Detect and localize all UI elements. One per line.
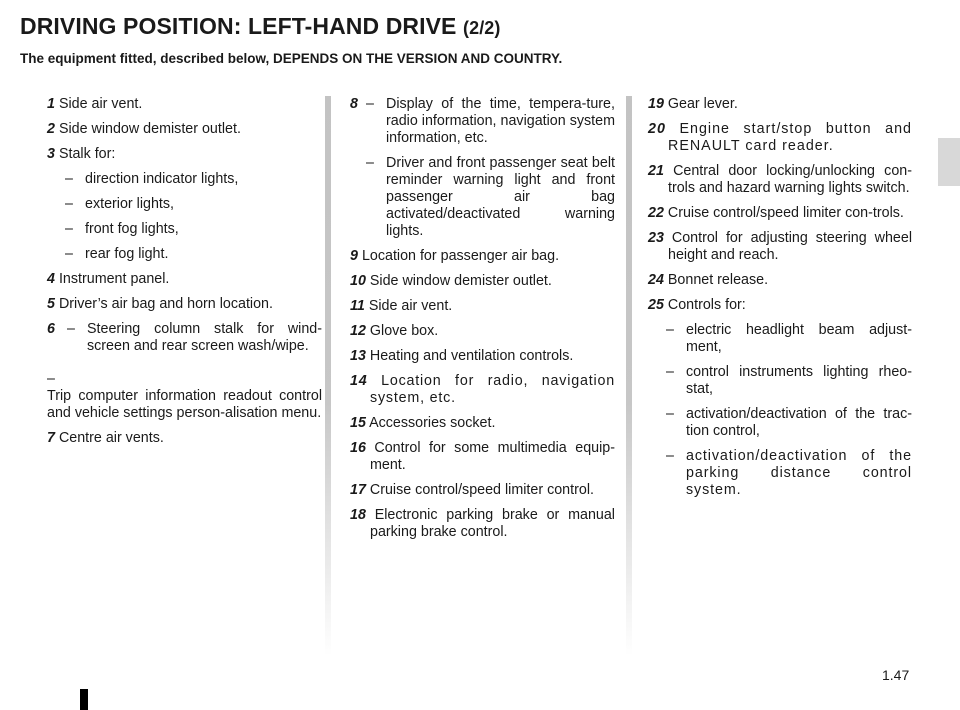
dash-bullet: – xyxy=(366,155,374,171)
column-1 xyxy=(47,96,322,455)
dash-bullet: – xyxy=(666,448,675,464)
list-item-14 xyxy=(350,373,615,407)
sub-item xyxy=(648,322,912,356)
sub-item-text: control instruments lighting rheo-stat, xyxy=(686,364,912,397)
item-number: 6 xyxy=(47,321,55,337)
item-number: 4 xyxy=(47,271,55,287)
item-text: Control for some multimedia equip-ment. xyxy=(370,440,615,473)
dash-bullet: – xyxy=(666,406,674,422)
item-text: Stalk for: xyxy=(58,146,116,162)
dash-bullet: – xyxy=(65,246,73,262)
page-number: 1.47 xyxy=(882,667,910,683)
sub-item xyxy=(648,448,912,499)
column-separator xyxy=(325,96,331,656)
item-text: Side air vent. xyxy=(368,298,453,314)
list-item-24 xyxy=(648,272,912,289)
item-text: Steering column stalk for wind-screen and rear screen wash/wipe. xyxy=(87,321,322,354)
dash-bullet: – xyxy=(366,96,374,112)
item-text: Driver’s air bag and horn location. xyxy=(58,296,273,312)
list-item-3 xyxy=(47,146,322,163)
item-number: 7 xyxy=(47,430,55,446)
title-main: DRIVING POSITION: LEFT-HAND DRIVE xyxy=(20,13,457,39)
dash-bullet: – xyxy=(666,322,674,338)
list-item-9 xyxy=(350,248,615,265)
item-number: 9 xyxy=(350,248,358,264)
item-number: 15 xyxy=(350,415,366,431)
list-item-8 xyxy=(350,96,615,147)
column-separator xyxy=(626,96,632,656)
item-number: 24 xyxy=(648,272,664,288)
sub-item xyxy=(47,196,322,213)
sub-item xyxy=(47,246,322,263)
list-item-13 xyxy=(350,348,615,365)
item-number: 23 xyxy=(648,230,664,246)
item-text: Location for passenger air bag. xyxy=(361,248,560,264)
crop-mark xyxy=(80,689,88,710)
list-item-12 xyxy=(350,323,615,340)
item-number: 19 xyxy=(648,96,664,112)
item-number: 20 xyxy=(648,121,666,137)
list-item-25 xyxy=(648,297,912,314)
item-text: Controls for: xyxy=(667,297,746,313)
list-item-15 xyxy=(350,415,615,432)
list-item-7 xyxy=(47,430,322,447)
item-text: Control for adjusting steering wheel height and reach. xyxy=(668,230,912,263)
item-number: 5 xyxy=(47,296,55,312)
item-number: 2 xyxy=(47,121,55,137)
list-item-21 xyxy=(648,163,912,197)
list-item-19 xyxy=(648,96,912,113)
item-number: 17 xyxy=(350,482,366,498)
dash-bullet: – xyxy=(65,196,73,212)
sub-item-text: Trip computer information readout control and vehicle settings person-alisation menu. xyxy=(47,388,322,421)
item-text: Side window demister outlet. xyxy=(58,121,241,137)
sub-item xyxy=(648,364,912,398)
list-item-11 xyxy=(350,298,615,315)
item-number: 8 xyxy=(350,96,358,112)
item-text: Heating and ventilation controls. xyxy=(369,348,574,364)
sub-item-text: electric headlight beam adjust-ment, xyxy=(686,322,912,355)
item-text: Display of the time, tempera-ture, radio information, navigation system information, etc. xyxy=(386,96,615,146)
title-page-indicator: (2/2) xyxy=(462,18,501,38)
item-number: 10 xyxy=(350,273,366,289)
item-number: 25 xyxy=(648,297,664,313)
item-number: 1 xyxy=(47,96,55,112)
list-item-22 xyxy=(648,205,912,222)
item-text: Cruise control/speed limiter control. xyxy=(369,482,594,498)
item-text: Centre air vents. xyxy=(58,430,164,446)
list-item-20 xyxy=(648,121,912,155)
list-item-23 xyxy=(648,230,912,264)
list-item-10 xyxy=(350,273,615,290)
item-text: Gear lever. xyxy=(667,96,738,112)
list-item-4 xyxy=(47,271,322,288)
item-text: Electronic parking brake or manual parking brake control. xyxy=(370,507,615,540)
sub-item-dash: – xyxy=(47,371,55,387)
item-number: 18 xyxy=(350,507,366,523)
list-item-18 xyxy=(350,507,615,541)
list-item-17 xyxy=(350,482,615,499)
sub-item-text: front fog lights, xyxy=(85,221,179,237)
item-number: 3 xyxy=(47,146,55,162)
item-number: 22 xyxy=(648,205,664,221)
item-text: Engine start/stop button and RENAULT card reader. xyxy=(668,121,912,154)
list-item-1 xyxy=(47,96,322,113)
list-item-5 xyxy=(47,296,322,313)
list-item-6 xyxy=(47,321,322,355)
item-text: Instrument panel. xyxy=(58,271,170,287)
item-number: 21 xyxy=(648,163,664,179)
item-number: 11 xyxy=(350,298,365,314)
item-number: 16 xyxy=(350,440,366,456)
page-subtitle: The equipment fitted, described below, DEPENDS ON THE VERSION AND COUNTRY. xyxy=(20,51,563,66)
dash-bullet: – xyxy=(666,364,674,380)
list-item-2 xyxy=(47,121,322,138)
sub-item-text: Driver and front passenger seat belt reminder warning light and front passenger air bag activated/deactivated warning lights. xyxy=(386,155,615,239)
dash-bullet: – xyxy=(65,221,73,237)
dash-bullet: – xyxy=(65,171,73,187)
item-text: Side window demister outlet. xyxy=(369,273,552,289)
page-title xyxy=(20,13,501,40)
section-thumb-tab xyxy=(938,138,960,186)
list-item-16 xyxy=(350,440,615,474)
item-text: Accessories socket. xyxy=(369,415,496,431)
sub-item xyxy=(47,171,322,188)
sub-item-text: exterior lights, xyxy=(85,196,174,212)
dash-bullet: – xyxy=(67,321,75,337)
sub-item-text: rear fog light. xyxy=(85,246,169,262)
item-number: 14 xyxy=(350,373,368,389)
sub-item xyxy=(47,221,322,238)
item-text: Side air vent. xyxy=(58,96,143,112)
item-text: Central door locking/unlocking con-trols and hazard warning lights switch. xyxy=(668,163,912,196)
item-text: Glove box. xyxy=(369,323,439,339)
sub-item-text: direction indicator lights, xyxy=(85,171,239,187)
item-number: 13 xyxy=(350,348,366,364)
sub-item-text: activation/deactivation of the parking distance control system. xyxy=(686,448,912,498)
sub-item xyxy=(648,406,912,440)
column-3 xyxy=(648,96,912,507)
item-number: 12 xyxy=(350,323,366,339)
item-text: Cruise control/speed limiter con-trols. xyxy=(667,205,904,221)
sub-item-text: activation/deactivation of the trac-tion control, xyxy=(686,406,912,439)
sub-item xyxy=(350,155,615,240)
column-2 xyxy=(350,96,615,549)
item-text: Bonnet release. xyxy=(667,272,769,288)
item-text: Location for radio, navigation system, etc. xyxy=(370,373,615,406)
